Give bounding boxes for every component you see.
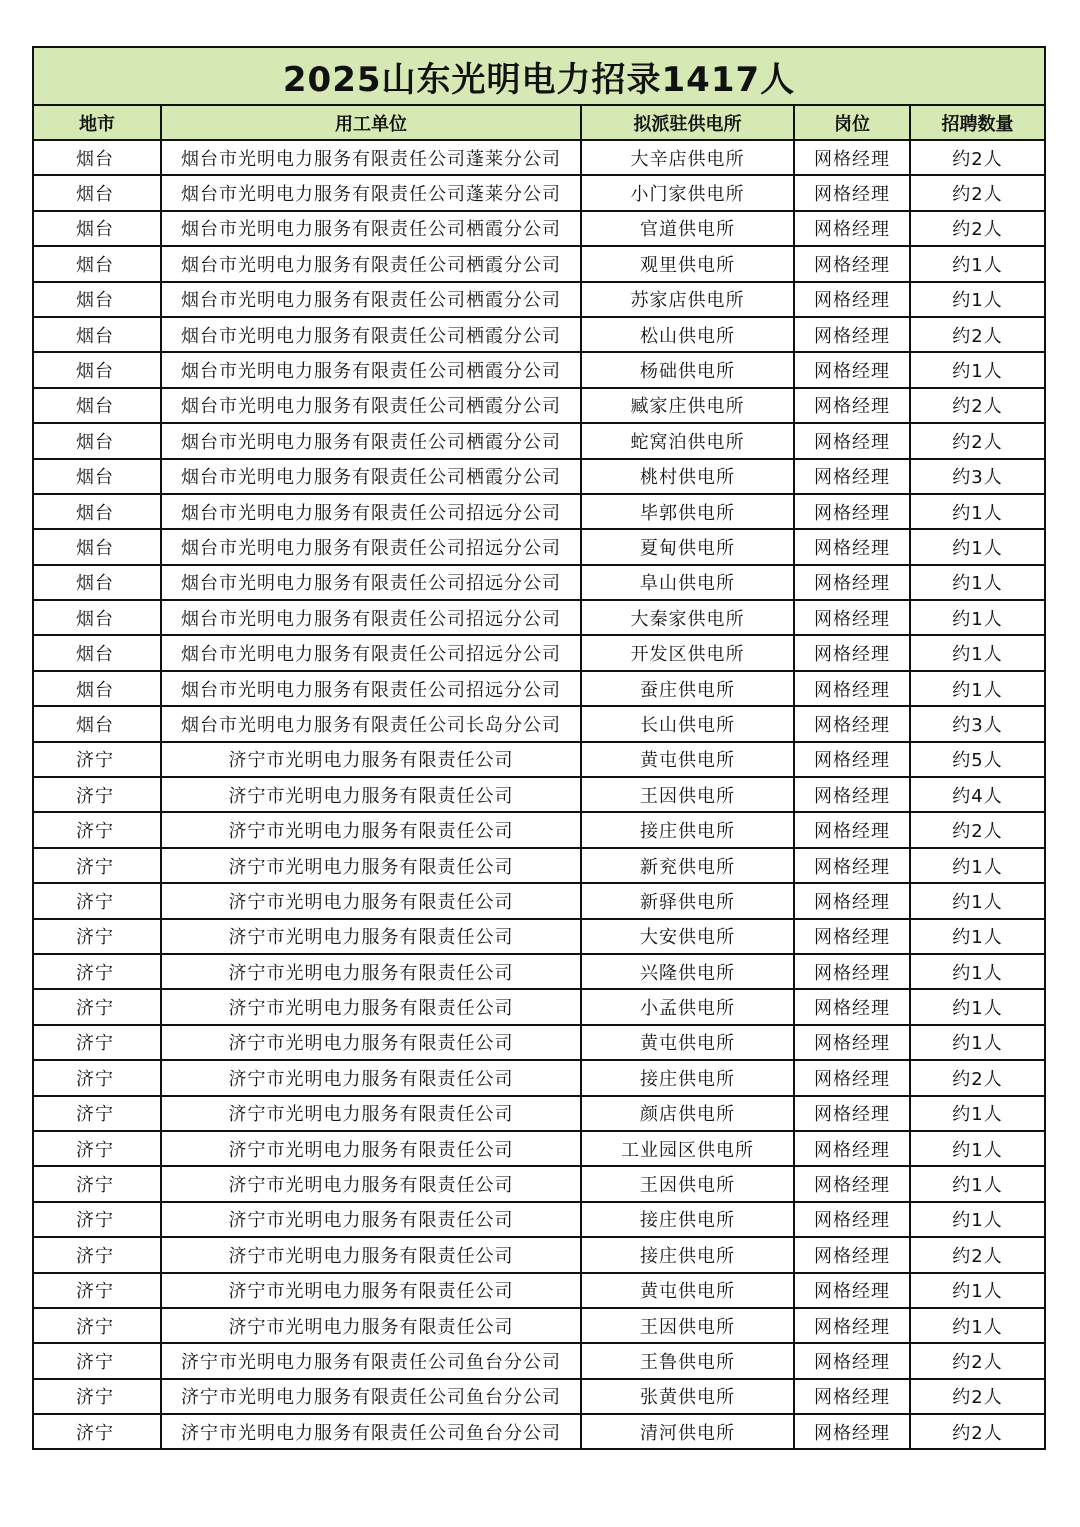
position-cell: 网格经理 (794, 246, 910, 281)
employer-cell: 烟台市光明电力服务有限责任公司蓬莱分公司 (161, 175, 581, 210)
employer-cell: 烟台市光明电力服务有限责任公司招远分公司 (161, 600, 581, 635)
city-cell: 烟台 (33, 388, 161, 423)
count-cell: 约1人 (910, 635, 1045, 670)
table-row (33, 1414, 1045, 1449)
station-cell: 新兖供电所 (581, 848, 794, 883)
city-cell: 烟台 (33, 282, 161, 317)
table-row (33, 494, 1045, 529)
station-cell: 开发区供电所 (581, 635, 794, 670)
city-cell: 济宁 (33, 1096, 161, 1131)
position-cell: 网格经理 (794, 1273, 910, 1308)
employer-cell: 烟台市光明电力服务有限责任公司栖霞分公司 (161, 211, 581, 246)
city-cell: 济宁 (33, 919, 161, 954)
count-cell: 约3人 (910, 706, 1045, 741)
employer-cell: 济宁市光明电力服务有限责任公司 (161, 1060, 581, 1095)
table-body (33, 140, 1045, 1449)
position-cell: 网格经理 (794, 352, 910, 387)
employer-cell: 济宁市光明电力服务有限责任公司 (161, 1025, 581, 1060)
employer-cell: 烟台市光明电力服务有限责任公司长岛分公司 (161, 706, 581, 741)
station-cell: 黄屯供电所 (581, 1273, 794, 1308)
count-cell: 约1人 (910, 1131, 1045, 1166)
count-cell: 约1人 (910, 989, 1045, 1024)
city-cell: 济宁 (33, 1343, 161, 1378)
header-position: 岗位 (794, 105, 910, 140)
position-cell: 网格经理 (794, 1025, 910, 1060)
position-cell: 网格经理 (794, 1343, 910, 1378)
station-cell: 黄屯供电所 (581, 742, 794, 777)
count-cell: 约1人 (910, 565, 1045, 600)
position-cell: 网格经理 (794, 706, 910, 741)
position-cell: 网格经理 (794, 459, 910, 494)
table-row (33, 565, 1045, 600)
count-cell: 约2人 (910, 1414, 1045, 1449)
employer-cell: 烟台市光明电力服务有限责任公司栖霞分公司 (161, 317, 581, 352)
position-cell: 网格经理 (794, 777, 910, 812)
header-row (33, 105, 1045, 140)
employer-cell: 济宁市光明电力服务有限责任公司 (161, 989, 581, 1024)
count-cell: 约2人 (910, 140, 1045, 175)
city-cell: 烟台 (33, 459, 161, 494)
table-row (33, 423, 1045, 458)
count-cell: 约2人 (910, 317, 1045, 352)
city-cell: 烟台 (33, 175, 161, 210)
city-cell: 烟台 (33, 494, 161, 529)
position-cell: 网格经理 (794, 1060, 910, 1095)
city-cell: 烟台 (33, 246, 161, 281)
city-cell: 济宁 (33, 848, 161, 883)
city-cell: 济宁 (33, 1166, 161, 1201)
position-cell: 网格经理 (794, 1166, 910, 1201)
count-cell: 约1人 (910, 1202, 1045, 1237)
position-cell: 网格经理 (794, 600, 910, 635)
count-cell: 约1人 (910, 1273, 1045, 1308)
count-cell: 约2人 (910, 388, 1045, 423)
count-cell: 约1人 (910, 529, 1045, 564)
table-row (33, 246, 1045, 281)
city-cell: 烟台 (33, 635, 161, 670)
station-cell: 颜店供电所 (581, 1096, 794, 1131)
station-cell: 新驿供电所 (581, 883, 794, 918)
employer-cell: 济宁市光明电力服务有限责任公司鱼台分公司 (161, 1414, 581, 1449)
count-cell: 约5人 (910, 742, 1045, 777)
table-row (33, 282, 1045, 317)
station-cell: 清河供电所 (581, 1414, 794, 1449)
table-row (33, 1202, 1045, 1237)
employer-cell: 济宁市光明电力服务有限责任公司 (161, 1131, 581, 1166)
station-cell: 大安供电所 (581, 919, 794, 954)
city-cell: 济宁 (33, 989, 161, 1024)
table-row (33, 848, 1045, 883)
employer-cell: 济宁市光明电力服务有限责任公司 (161, 777, 581, 812)
employer-cell: 济宁市光明电力服务有限责任公司 (161, 954, 581, 989)
table-row (33, 1060, 1045, 1095)
city-cell: 济宁 (33, 883, 161, 918)
employer-cell: 烟台市光明电力服务有限责任公司栖霞分公司 (161, 423, 581, 458)
table-row (33, 317, 1045, 352)
station-cell: 兴隆供电所 (581, 954, 794, 989)
employer-cell: 济宁市光明电力服务有限责任公司 (161, 1166, 581, 1201)
position-cell: 网格经理 (794, 1308, 910, 1343)
employer-cell: 烟台市光明电力服务有限责任公司招远分公司 (161, 671, 581, 706)
count-cell: 约1人 (910, 919, 1045, 954)
station-cell: 阜山供电所 (581, 565, 794, 600)
employer-cell: 济宁市光明电力服务有限责任公司鱼台分公司 (161, 1379, 581, 1414)
header-employer: 用工单位 (161, 105, 581, 140)
count-cell: 约2人 (910, 211, 1045, 246)
city-cell: 烟台 (33, 423, 161, 458)
station-cell: 大秦家供电所 (581, 600, 794, 635)
station-cell: 松山供电所 (581, 317, 794, 352)
city-cell: 烟台 (33, 529, 161, 564)
station-cell: 苏家店供电所 (581, 282, 794, 317)
count-cell: 约1人 (910, 494, 1045, 529)
station-cell: 毕郭供电所 (581, 494, 794, 529)
city-cell: 烟台 (33, 565, 161, 600)
position-cell: 网格经理 (794, 848, 910, 883)
station-cell: 桃村供电所 (581, 459, 794, 494)
station-cell: 张黄供电所 (581, 1379, 794, 1414)
count-cell: 约1人 (910, 282, 1045, 317)
position-cell: 网格经理 (794, 317, 910, 352)
position-cell: 网格经理 (794, 671, 910, 706)
station-cell: 观里供电所 (581, 246, 794, 281)
position-cell: 网格经理 (794, 529, 910, 564)
city-cell: 济宁 (33, 1273, 161, 1308)
station-cell: 王因供电所 (581, 1166, 794, 1201)
city-cell: 济宁 (33, 1379, 161, 1414)
station-cell: 王因供电所 (581, 777, 794, 812)
table-row (33, 1379, 1045, 1414)
city-cell: 济宁 (33, 742, 161, 777)
station-cell: 长山供电所 (581, 706, 794, 741)
city-cell: 济宁 (33, 1025, 161, 1060)
city-cell: 烟台 (33, 317, 161, 352)
position-cell: 网格经理 (794, 1096, 910, 1131)
position-cell: 网格经理 (794, 919, 910, 954)
employer-cell: 烟台市光明电力服务有限责任公司招远分公司 (161, 494, 581, 529)
header-count: 招聘数量 (910, 105, 1045, 140)
count-cell: 约1人 (910, 352, 1045, 387)
employer-cell: 烟台市光明电力服务有限责任公司栖霞分公司 (161, 459, 581, 494)
city-cell: 烟台 (33, 352, 161, 387)
count-cell: 约1人 (910, 600, 1045, 635)
position-cell: 网格经理 (794, 1379, 910, 1414)
city-cell: 烟台 (33, 706, 161, 741)
city-cell: 济宁 (33, 1414, 161, 1449)
city-cell: 济宁 (33, 1237, 161, 1272)
city-cell: 烟台 (33, 671, 161, 706)
table-row (33, 140, 1045, 175)
employer-cell: 济宁市光明电力服务有限责任公司 (161, 1237, 581, 1272)
city-cell: 济宁 (33, 954, 161, 989)
employer-cell: 烟台市光明电力服务有限责任公司栖霞分公司 (161, 388, 581, 423)
employer-cell: 烟台市光明电力服务有限责任公司栖霞分公司 (161, 282, 581, 317)
table-row (33, 1096, 1045, 1131)
table-row (33, 1166, 1045, 1201)
header-station: 拟派驻供电所 (581, 105, 794, 140)
city-cell: 烟台 (33, 211, 161, 246)
employer-cell: 济宁市光明电力服务有限责任公司 (161, 742, 581, 777)
position-cell: 网格经理 (794, 989, 910, 1024)
station-cell: 王因供电所 (581, 1308, 794, 1343)
title-row (33, 47, 1045, 105)
table-row (33, 352, 1045, 387)
city-cell: 济宁 (33, 1060, 161, 1095)
table-row (33, 812, 1045, 847)
position-cell: 网格经理 (794, 1237, 910, 1272)
position-cell: 网格经理 (794, 883, 910, 918)
city-cell: 济宁 (33, 1308, 161, 1343)
count-cell: 约3人 (910, 459, 1045, 494)
table-row (33, 1237, 1045, 1272)
station-cell: 蚕庄供电所 (581, 671, 794, 706)
table-row (33, 883, 1045, 918)
count-cell: 约2人 (910, 1343, 1045, 1378)
city-cell: 烟台 (33, 140, 161, 175)
recruitment-table (32, 46, 1046, 1450)
table-row (33, 388, 1045, 423)
table-row (33, 1343, 1045, 1378)
employer-cell: 济宁市光明电力服务有限责任公司 (161, 1308, 581, 1343)
employer-cell: 烟台市光明电力服务有限责任公司招远分公司 (161, 565, 581, 600)
position-cell: 网格经理 (794, 812, 910, 847)
count-cell: 约2人 (910, 423, 1045, 458)
employer-cell: 济宁市光明电力服务有限责任公司 (161, 883, 581, 918)
count-cell: 约2人 (910, 812, 1045, 847)
employer-cell: 济宁市光明电力服务有限责任公司 (161, 919, 581, 954)
table-row (33, 954, 1045, 989)
employer-cell: 济宁市光明电力服务有限责任公司 (161, 1096, 581, 1131)
count-cell: 约1人 (910, 1166, 1045, 1201)
station-cell: 臧家庄供电所 (581, 388, 794, 423)
position-cell: 网格经理 (794, 282, 910, 317)
station-cell: 官道供电所 (581, 211, 794, 246)
position-cell: 网格经理 (794, 635, 910, 670)
table-row (33, 1273, 1045, 1308)
position-cell: 网格经理 (794, 140, 910, 175)
position-cell: 网格经理 (794, 565, 910, 600)
station-cell: 夏甸供电所 (581, 529, 794, 564)
table-row (33, 211, 1045, 246)
position-cell: 网格经理 (794, 1131, 910, 1166)
employer-cell: 济宁市光明电力服务有限责任公司 (161, 1202, 581, 1237)
count-cell: 约1人 (910, 1096, 1045, 1131)
table-row (33, 777, 1045, 812)
count-cell: 约2人 (910, 1060, 1045, 1095)
employer-cell: 济宁市光明电力服务有限责任公司 (161, 1273, 581, 1308)
count-cell: 约1人 (910, 1308, 1045, 1343)
table-row (33, 1131, 1045, 1166)
employer-cell: 烟台市光明电力服务有限责任公司招远分公司 (161, 529, 581, 564)
station-cell: 工业园区供电所 (581, 1131, 794, 1166)
station-cell: 接庄供电所 (581, 812, 794, 847)
count-cell: 约1人 (910, 848, 1045, 883)
employer-cell: 济宁市光明电力服务有限责任公司 (161, 812, 581, 847)
city-cell: 济宁 (33, 1202, 161, 1237)
position-cell: 网格经理 (794, 1202, 910, 1237)
position-cell: 网格经理 (794, 211, 910, 246)
count-cell: 约4人 (910, 777, 1045, 812)
position-cell: 网格经理 (794, 1414, 910, 1449)
station-cell: 小门家供电所 (581, 175, 794, 210)
table-row (33, 919, 1045, 954)
station-cell: 蛇窝泊供电所 (581, 423, 794, 458)
table-row (33, 706, 1045, 741)
station-cell: 接庄供电所 (581, 1202, 794, 1237)
table-row (33, 459, 1045, 494)
count-cell: 约1人 (910, 246, 1045, 281)
city-cell: 济宁 (33, 777, 161, 812)
table-row (33, 671, 1045, 706)
station-cell: 接庄供电所 (581, 1237, 794, 1272)
table-row (33, 635, 1045, 670)
station-cell: 杨础供电所 (581, 352, 794, 387)
employer-cell: 烟台市光明电力服务有限责任公司招远分公司 (161, 635, 581, 670)
count-cell: 约2人 (910, 175, 1045, 210)
position-cell: 网格经理 (794, 388, 910, 423)
count-cell: 约1人 (910, 954, 1045, 989)
station-cell: 大辛店供电所 (581, 140, 794, 175)
table-row (33, 1025, 1045, 1060)
position-cell: 网格经理 (794, 175, 910, 210)
count-cell: 约2人 (910, 1237, 1045, 1272)
employer-cell: 烟台市光明电力服务有限责任公司栖霞分公司 (161, 352, 581, 387)
employer-cell: 烟台市光明电力服务有限责任公司蓬莱分公司 (161, 140, 581, 175)
station-cell: 小孟供电所 (581, 989, 794, 1024)
table-row (33, 175, 1045, 210)
count-cell: 约1人 (910, 883, 1045, 918)
city-cell: 烟台 (33, 600, 161, 635)
page-title: 2025山东光明电力招录1417人 (33, 47, 1045, 105)
position-cell: 网格经理 (794, 742, 910, 777)
recruitment-sheet (32, 46, 1044, 1450)
table-row (33, 742, 1045, 777)
count-cell: 约1人 (910, 1025, 1045, 1060)
table-row (33, 600, 1045, 635)
employer-cell: 济宁市光明电力服务有限责任公司鱼台分公司 (161, 1343, 581, 1378)
table-row (33, 1308, 1045, 1343)
city-cell: 济宁 (33, 1131, 161, 1166)
station-cell: 接庄供电所 (581, 1060, 794, 1095)
position-cell: 网格经理 (794, 954, 910, 989)
table-row (33, 529, 1045, 564)
header-city: 地市 (33, 105, 161, 140)
position-cell: 网格经理 (794, 423, 910, 458)
city-cell: 济宁 (33, 812, 161, 847)
station-cell: 黄屯供电所 (581, 1025, 794, 1060)
count-cell: 约2人 (910, 1379, 1045, 1414)
station-cell: 王鲁供电所 (581, 1343, 794, 1378)
position-cell: 网格经理 (794, 494, 910, 529)
table-row (33, 989, 1045, 1024)
count-cell: 约1人 (910, 671, 1045, 706)
employer-cell: 济宁市光明电力服务有限责任公司 (161, 848, 581, 883)
employer-cell: 烟台市光明电力服务有限责任公司栖霞分公司 (161, 246, 581, 281)
